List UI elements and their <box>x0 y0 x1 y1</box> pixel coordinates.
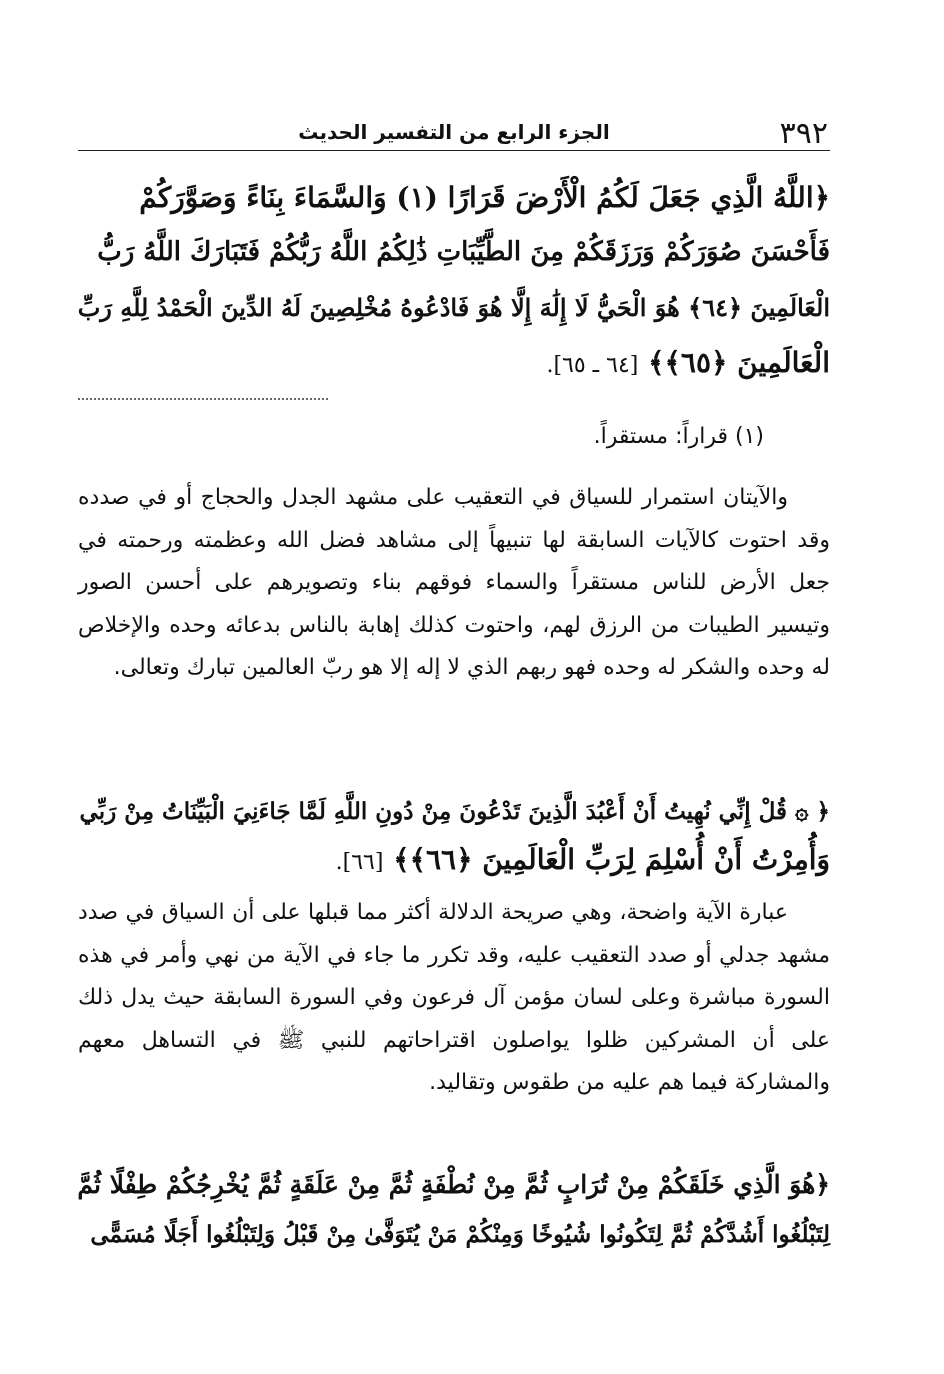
page-header <box>78 112 830 151</box>
verse-text: وَأُمِرْتُ أَنْ أُسْلِمَ لِرَبِّ الْعَالَمِينَ ﴿٦٦﴾﴾ <box>393 843 830 876</box>
running-title: الجزء الرابع من التفسير الحديث <box>298 120 610 144</box>
paragraph-text: عبارة الآية واضحة، وهي صريحة الدلالة أكثر مما قبلها على أن السياق في صدد مشهد جدلي أو صدد التعقيب عليه، وقد تكرر ما جاء في الآية من نهي وأمر في هذه السورة مباشرة وعلى لسان مؤمن آل فرعون وفي السورة السابقة حيث يدل ذلك على أن المشركين ظلوا يواصلون اقتراحاتهم للنبي ﷺ في التساهل معهم والمشاركة فيما هم عليه من طقوس وتقاليد. <box>78 900 830 1095</box>
verse-line: الْعَالَمِينَ ﴿٦٤﴾ هُوَ الْحَيُّ لَا إِلَٰهَ إِلَّا هُوَ فَادْعُوهُ مُخْلِصِينَ لَهُ الدِّينَ الْحَمْدُ لِلَّهِ رَبِّ <box>77 293 830 322</box>
verse-line: ﴿ ۞ قُلْ إِنِّي نُهِيتُ أَنْ أَعْبُدَ الَّذِينَ تَدْعُونَ مِنْ دُونِ اللَّهِ لَمَّا جَاءَنِيَ الْبَيِّنَاتُ مِنْ رَبِّي <box>79 798 830 825</box>
verse-line: لِتَبْلُغُوا أَشُدَّكُمْ ثُمَّ لِتَكُونُوا شُيُوخًا وَمِنْكُمْ مَنْ يُتَوَفَّىٰ مِنْ قَبْلُ وَلِتَبْلُغُوا أَجَلًا مُسَمًّى <box>90 1221 830 1248</box>
footnote: (١) قراراً: مستقراً. <box>593 424 764 449</box>
page <box>78 0 830 1374</box>
verse-line: ﴿هُوَ الَّذِي خَلَقَكُمْ مِنْ تُرَابٍ ثُمَّ مِنْ نُطْفَةٍ ثُمَّ مِنْ عَلَقَةٍ ثُمَّ يُخْرِجُكُمْ طِفْلًا ثُمَّ <box>77 1170 830 1199</box>
verse-block-66 <box>78 788 830 887</box>
verse-reference: [٦٦]. <box>335 850 384 875</box>
verse-reference: [٦٤ ـ ٦٥]. <box>546 353 639 378</box>
verse-line: ﴿اللَّهُ الَّذِي جَعَلَ لَكُمُ الْأَرْضَ قَرَارًا (١) وَالسَّمَاءَ بِنَاءً وَصَوَّرَكُمْ <box>139 181 830 214</box>
commentary-paragraph-1 <box>78 477 830 690</box>
verse-block-67 <box>78 1160 830 1260</box>
verse-block-64-65 <box>78 170 830 393</box>
verse-line: فَأَحْسَنَ صُوَرَكُمْ وَرَزَقَكُمْ مِنَ الطَّيِّبَاتِ ذَٰلِكُمُ اللَّهُ رَبُّكُمْ فَتَبَارَكَ اللَّهُ رَبُّ <box>97 237 830 267</box>
verse-line <box>78 335 830 393</box>
footnote-separator <box>78 398 328 400</box>
commentary-paragraph-2 <box>78 892 830 1105</box>
paragraph-text: والآيتان استمرار للسياق في التعقيب على مشهد الجدل والحجاج أو في صدده وقد احتوت كالآيات السابقة لها تنبيهاً إلى مشاهد فضل الله وعظمته ورحمته في جعل الأرض للناس مستقراً والسماء فوقهم بناء وتصويرهم على أحسن الصور وتيسير الطيبات من الرزق لهم، واحتوت كذلك إهابة بالناس بدعائه وحده والإخلاص له وحده والشكر له وحده فهو ربهم الذي لا إله إلا هو ربّ العالمين تبارك وتعالى. <box>78 485 830 680</box>
page-number: ٣٩٢ <box>779 116 828 151</box>
verse-line <box>78 836 830 887</box>
verse-text: الْعَالَمِينَ ﴿٦٥﴾﴾ <box>648 346 830 379</box>
